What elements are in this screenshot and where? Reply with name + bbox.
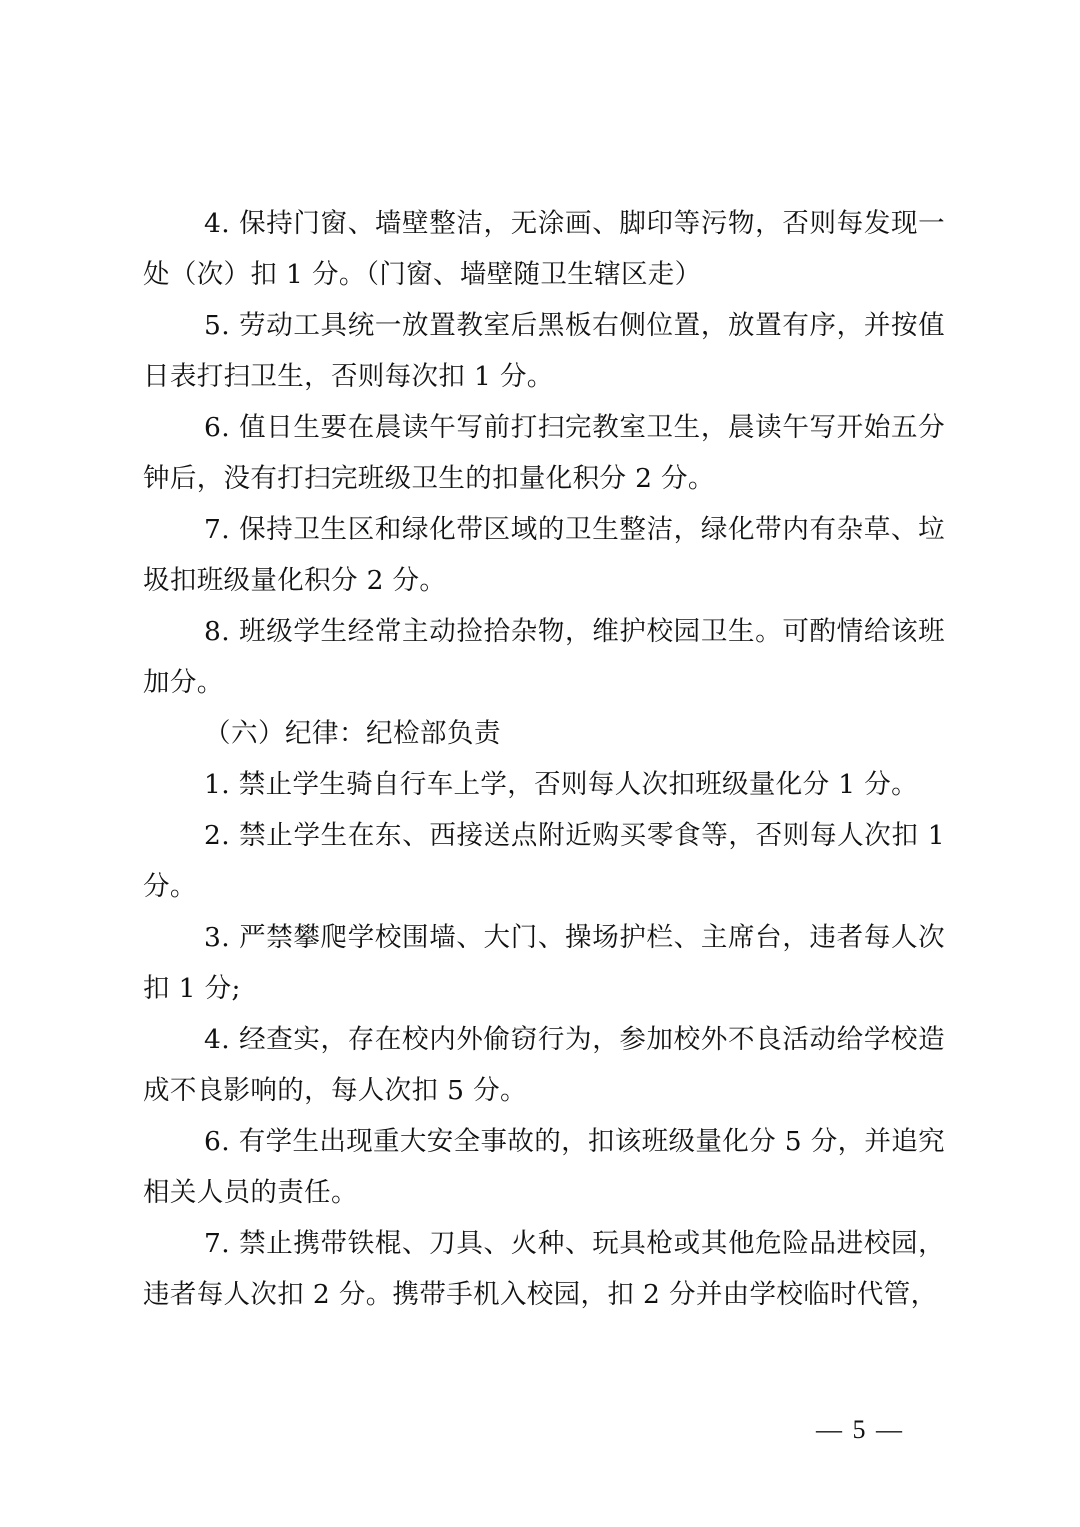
paragraph-item-5: 5. 劳动工具统一放置教室后黑板右侧位置，放置有序，并按值日表打扫卫生，否则每次扣 1 分。 [143,310,945,392]
paragraph-item-7: 7. 保持卫生区和绿化带区域的卫生整洁，绿化带内有杂草、垃圾扣班级量化积分 2 分。 [143,514,945,596]
discipline-item-7: 7. 禁止携带铁棍、刀具、火种、玩具枪或其他危险品进校园，违者每人次扣 2 分。携带手机入校园，扣 2 分并由学校临时代管， [143,1228,945,1310]
discipline-item-1: 1. 禁止学生骑自行车上学，否则每人次扣班级量化分 1 分。 [204,769,918,800]
discipline-item-3: 3. 严禁攀爬学校围墙、大门、操场护栏、主席台，违者每人次扣 1 分; [143,922,945,1004]
discipline-item-4: 4. 经查实，存在校内外偷窃行为，参加校外不良活动给学校造成不良影响的，每人次扣 5 分。 [143,1024,945,1106]
paragraph-item-8: 8. 班级学生经常主动捡拾杂物，维护校园卫生。可酌情给该班加分。 [143,616,945,698]
paragraph-item-4: 4. 保持门窗、墙壁整洁，无涂画、脚印等污物，否则每发现一处（次）扣 1 分。（门窗、墙壁随卫生辖区走） [143,208,945,290]
paragraph-item-6: 6. 值日生要在晨读午写前打扫完教室卫生，晨读午写开始五分钟后，没有打扫完班级卫生的扣量化积分 2 分。 [143,412,945,494]
page-number: — 5 — [816,1415,904,1444]
discipline-item-2: 2. 禁止学生在东、西接送点附近购买零食等，否则每人次扣 1 分。 [143,820,945,902]
document-body [143,198,945,1320]
section-heading-discipline: （六）纪律：纪检部负责 [204,718,501,749]
discipline-item-6: 6. 有学生出现重大安全事故的，扣该班级量化分 5 分，并追究相关人员的责任。 [143,1126,945,1208]
